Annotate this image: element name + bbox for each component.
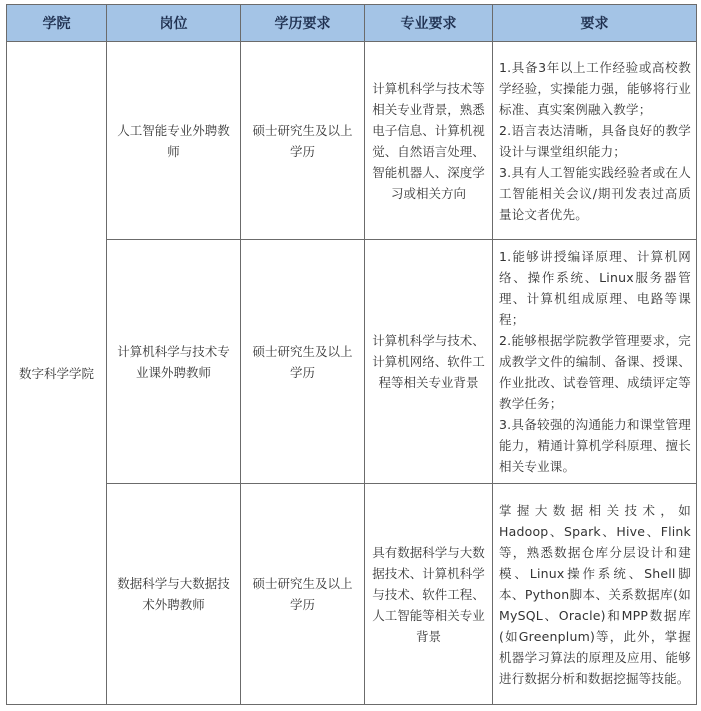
requirement-item: 掌握大数据相关技术，如Hadoop、Spark、Hive、Flink等，熟悉数据仓库分层设计和建模、Linux操作系统、Shell脚本、Python脚本、关系数据库(如MySQL、Oracle)和MPP数据库(如Greenplum)等，此外，掌握机器学习算法的原理及应用、能够进行数据分析和数据挖掘等技能。 [499,502,691,686]
requirement-item: 2.能够根据学院教学管理要求，完成教学文件的编制、备课、授课、作业批改、试卷管理、成绩评定等教学任务； [499,333,691,411]
position-cell: 计算机科学与技术专业课外聘教师 [107,240,241,484]
requirement-item: 2.语言表达清晰，具备良好的教学设计与课堂组织能力； [499,122,691,159]
header-college: 学院 [7,5,107,42]
college-cell: 数字科学学院 [7,42,107,705]
major-cell: 具有数据科学与大数据技术、计算机科学与技术、软件工程、人工智能等相关专业背景 [365,484,493,705]
position-cell: 数据科学与大数据技术外聘教师 [107,484,241,705]
header-row [7,5,697,42]
header-requirements: 要求 [493,5,697,42]
header-position: 岗位 [107,5,241,42]
requirement-item: 1.能够讲授编译原理、计算机网络、操作系统、Linux服务器管理、计算机组成原理、电路等课程； [499,249,691,327]
requirements-cell [493,484,697,705]
requirement-item: 1.具备3年以上工作经验或高校教学经验，实操能力强，能够将行业标准、真实案例融入教学； [499,59,691,117]
requirement-item: 3.具备较强的沟通能力和课堂管理能力，精通计算机学科原理、擅长相关专业课。 [499,417,691,474]
position-cell: 人工智能专业外聘教师 [107,42,241,240]
header-education: 学历要求 [241,5,365,42]
table-row [7,240,697,484]
header-major: 专业要求 [365,5,493,42]
table-row [7,484,697,705]
education-cell: 硕士研究生及以上学历 [241,240,365,484]
requirement-item: 3.具有人工智能实践经验者或在人工智能相关会议/期刊发表过高质量论文者优先。 [499,164,691,222]
recruitment-table [6,4,697,705]
table-row [7,42,697,240]
education-cell: 硕士研究生及以上学历 [241,484,365,705]
major-cell: 计算机科学与技术等相关专业背景，熟悉电子信息、计算机视觉、自然语言处理、智能机器人、深度学习或相关方向 [365,42,493,240]
recruitment-table-container [6,4,696,705]
requirements-cell [493,240,697,484]
major-cell: 计算机科学与技术、计算机网络、软件工程等相关专业背景 [365,240,493,484]
education-cell: 硕士研究生及以上学历 [241,42,365,240]
requirements-cell [493,42,697,240]
